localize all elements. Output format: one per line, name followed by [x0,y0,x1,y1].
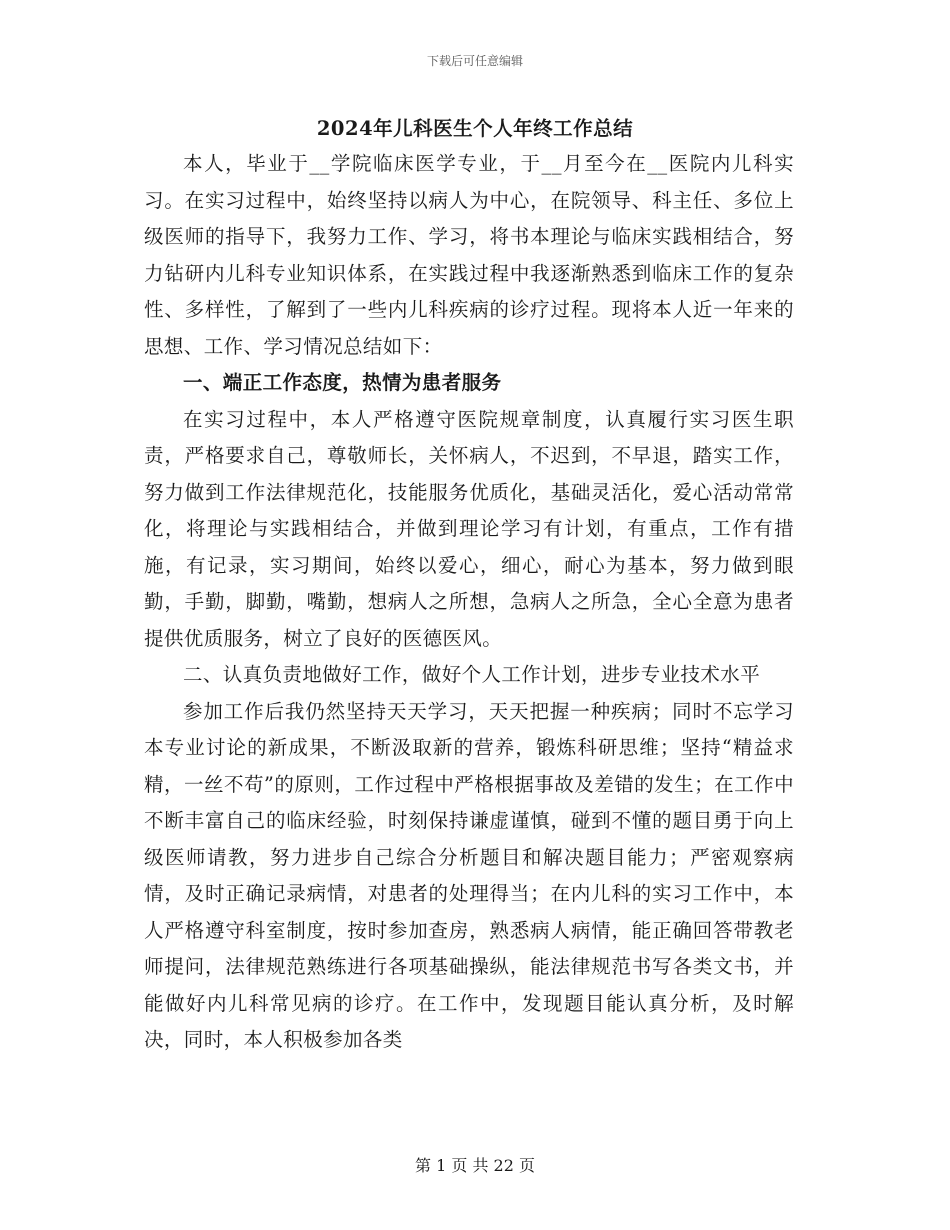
page-number: 第 1 页 共 22 页 [415,1156,535,1175]
document-body [144,146,794,1059]
section-heading-1: 一、端正工作态度，热情为患者服务 [183,371,502,394]
page-header-note: 下载后可任意编辑 [426,54,523,68]
document-title: 2024年儿科医生个人年终工作总结 [316,117,634,140]
intro-paragraph: 本人，毕业于__学院临床医学专业，于__月至今在__医院内儿科实习。在实习过程中，始终坚持以病人为中心，在院领导、科主任、多位上级医师的指导下，我努力工作、学习，将书本理论与临床实践相结合，努力钻研内儿科专业知识体系，在实践过程中我逐渐熟悉到临床工作的复杂性、多样性，了解到了一些内儿科疾病的诊疗过程。现将本人近一年来的思想、工作、学习情况总结如下： [144,152,794,358]
section-1-paragraph: 在实习过程中，本人严格遵守医院规章制度，认真履行实习医生职责，严格要求自己，尊敬师长，关怀病人，不迟到，不早退，踏实工作，努力做到工作法律规范化，技能服务优质化，基础灵活化，爱心活动常常化，将理论与实践相结合，并做到理论学习有计划，有重点，工作有措施，有记录，实习期间，始终以爱心，细心，耐心为基本，努力做到眼勤，手勤，脚勤，嘴勤，想病人之所想，急病人之所急，全心全意为患者提供优质服务，树立了良好的医德医风。 [144,407,794,650]
section-2-paragraph: 参加工作后我仍然坚持天天学习，天天把握一种疾病；同时不忘学习本专业讨论的新成果，不断汲取新的营养，锻炼科研思维；坚持“精益求精，一丝不苟”的原则，工作过程中严格根据事故及差错的发生；在工作中不断丰富自己的临床经验，时刻保持谦虚谨慎，碰到不懂的题目勇于向上级医师请教，努力进步自己综合分析题目和解决题目能力；严密观察病情，及时正确记录病情，对患者的处理得当；在内儿科的实习工作中，本人严格遵守科室制度，按时参加查房，熟悉病人病情，能正确回答带教老师提问，法律规范熟练进行各项基础操纵，能法律规范书写各类文书，并能做好内儿科常见病的诊疗。在工作中，发现题目能认真分析，及时解决，同时，本人积极参加各类 [144,699,794,1051]
section-heading-2: 二、认真负责地做好工作，做好个人工作计划，进步专业技术水平 [183,663,761,686]
